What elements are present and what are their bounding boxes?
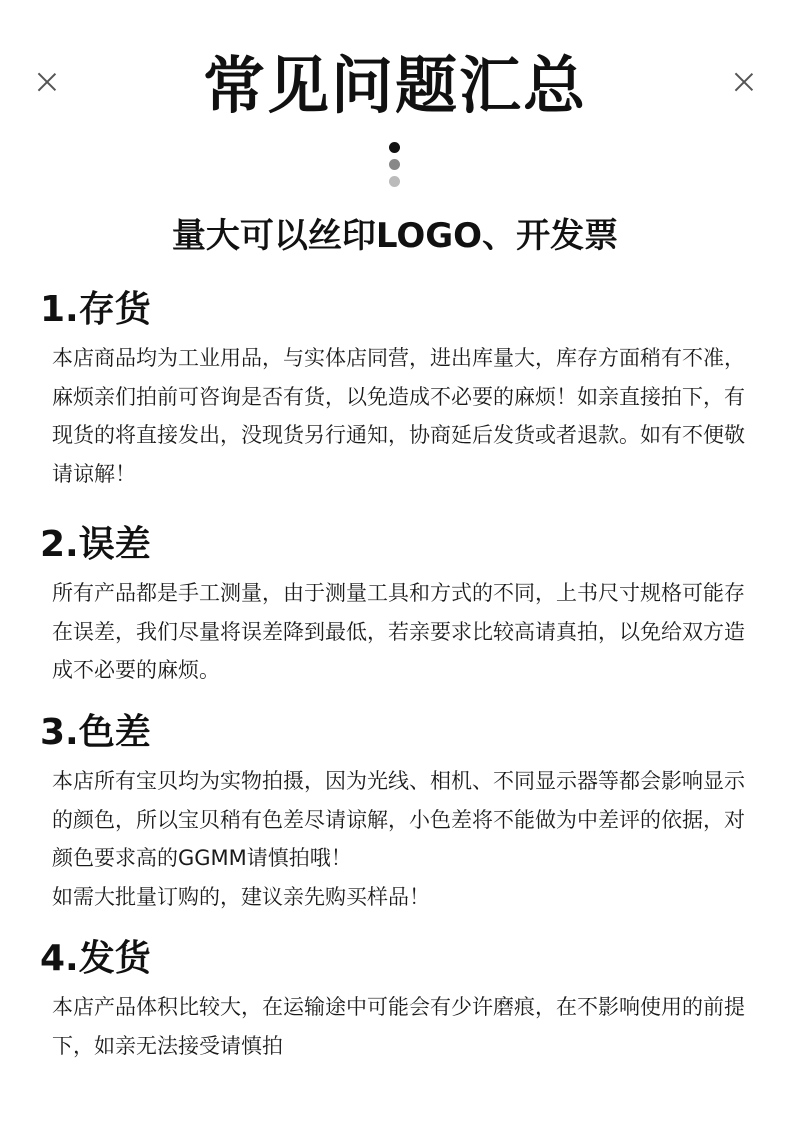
dot-divider	[389, 142, 401, 193]
section-body-stock	[52, 339, 752, 493]
section-body-color-difference	[52, 762, 752, 916]
section-body-shipping	[52, 988, 752, 1065]
dot-divider-dot-1	[389, 142, 400, 153]
section-body-error	[52, 574, 752, 690]
section-paragraph: 本店产品体积比较大，在运输途中可能会有少许磨痕，在不影响使用的前提下，如亲无法接受请慎拍	[52, 995, 745, 1058]
section-heading-stock: 1.存货	[40, 289, 151, 330]
section-heading-color-difference: 3.色差	[40, 712, 151, 753]
section-paragraph: 本店所有宝贝均为实物拍摄，因为光线、相机、不同显示器等都会影响显示的颜色，所以宝贝稍有色差尽请谅解，小色差将不能做为中差评的依据，对颜色要求高的GGMM请慎拍哦！	[52, 769, 745, 870]
section-heading-shipping: 4.发货	[40, 938, 151, 979]
section-paragraph: 如需大批量订购的，建议亲先购买样品！	[52, 884, 430, 909]
dot-divider-dot-3	[389, 176, 400, 187]
dot-divider-dot-2	[389, 159, 400, 170]
section-paragraph: 本店商品均为工业用品，与实体店同营，进出库量大，库存方面稍有不准，麻烦亲们拍前可咨询是否有货，以免造成不必要的麻烦！如亲直接拍下，有现货的将直接发出，没现货另行通知，协商延后发货或者退款。如有不便敬请谅解！	[52, 346, 745, 486]
page-title: 常见问题汇总	[202, 49, 587, 122]
section-paragraph: 所有产品都是手工测量，由于测量工具和方式的不同，上书尺寸规格可能存在误差，我们尽量将误差降到最低，若亲要求比较高请真拍，以免给双方造成不必要的麻烦。	[52, 581, 745, 682]
section-heading-error: 2.误差	[40, 524, 151, 565]
page-subtitle: 量大可以丝印LOGO、开发票	[171, 216, 619, 256]
